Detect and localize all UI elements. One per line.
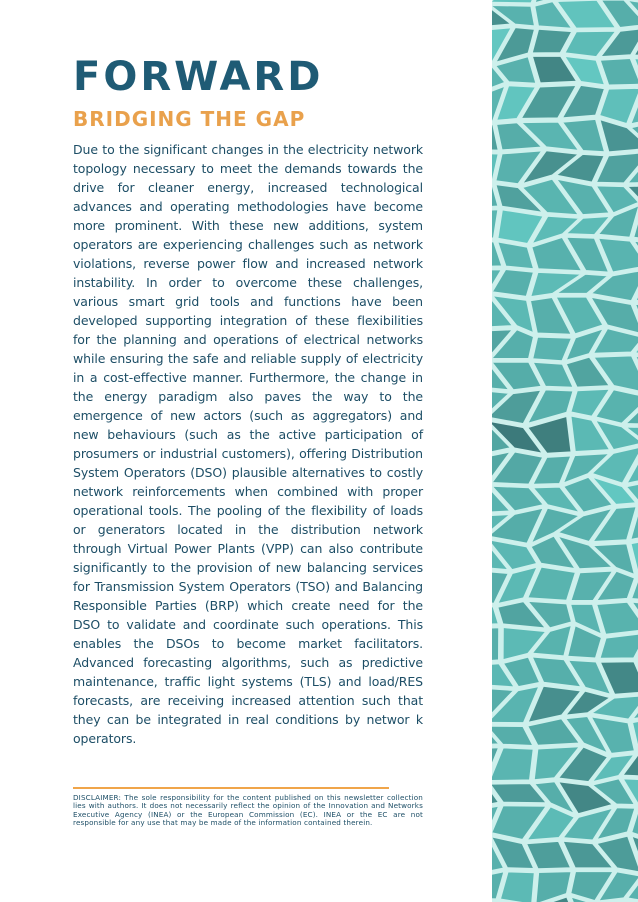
- page-subtitle: BRIDGING THE GAP: [73, 107, 306, 131]
- voronoi-mosaic-icon: [492, 0, 638, 902]
- footer-divider: [73, 787, 389, 789]
- page-title: FORWARD: [73, 54, 324, 100]
- mosaic-decoration: [492, 0, 638, 902]
- mosaic-tile: [492, 628, 499, 663]
- disclaimer-text: DISCLAIMER: The sole responsibility for the content published on this newsletter collection lies with authors. It does not necessarily reflect the opinion of the Innovation and Networks Executive Agency (INEA) or the European Commission (EC). INEA or the EC are not responsible for any use that may be made of the information contained therein.: [73, 793, 423, 828]
- article-body: Due to the significant changes in the electricity network topology necessary to meet the demands towards the drive for cleaner energy, increased technological advances and operating methodologies have become more prominent. With these new additions, system operators are experiencing challenges such as network violations, reverse power flow and increased network instability. In order to overcome these challenges, various smart grid tools and functions have been developed supporting integration of these flexibilities for the planning and operations of electrical networks while ensuring the safe and reliable supply of electricity in a cost-effective manner. Furthermore, the change in the energy paradigm also paves the way to the emergence of new actors (such as aggregators) and new behaviours (such as the active participation of prosumers or industrial customers), offering Distribution System Operators (DSO) plausible alternatives to costly network reinforcements when combined with proper operational tools. The pooling of the flexibility of loads or generators located in the distribution network through Virtual Power Plants (VPP) can also contribute significantly to the provision of new balancing services for Transmission System Operators (TSO) and Balancing Responsible Parties (BRP) which create need for the DSO to validate and coordinate such operations. This enables the DSOs to become market facilitators. Advanced forecasting algorithms, such as predictive maintenance, traffic light systems (TLS) and load/RES forecasts, are receiving increased attention such that they can be integrated in real conditions by networ k operators.: [73, 142, 423, 746]
- article-column: [73, 55, 423, 748]
